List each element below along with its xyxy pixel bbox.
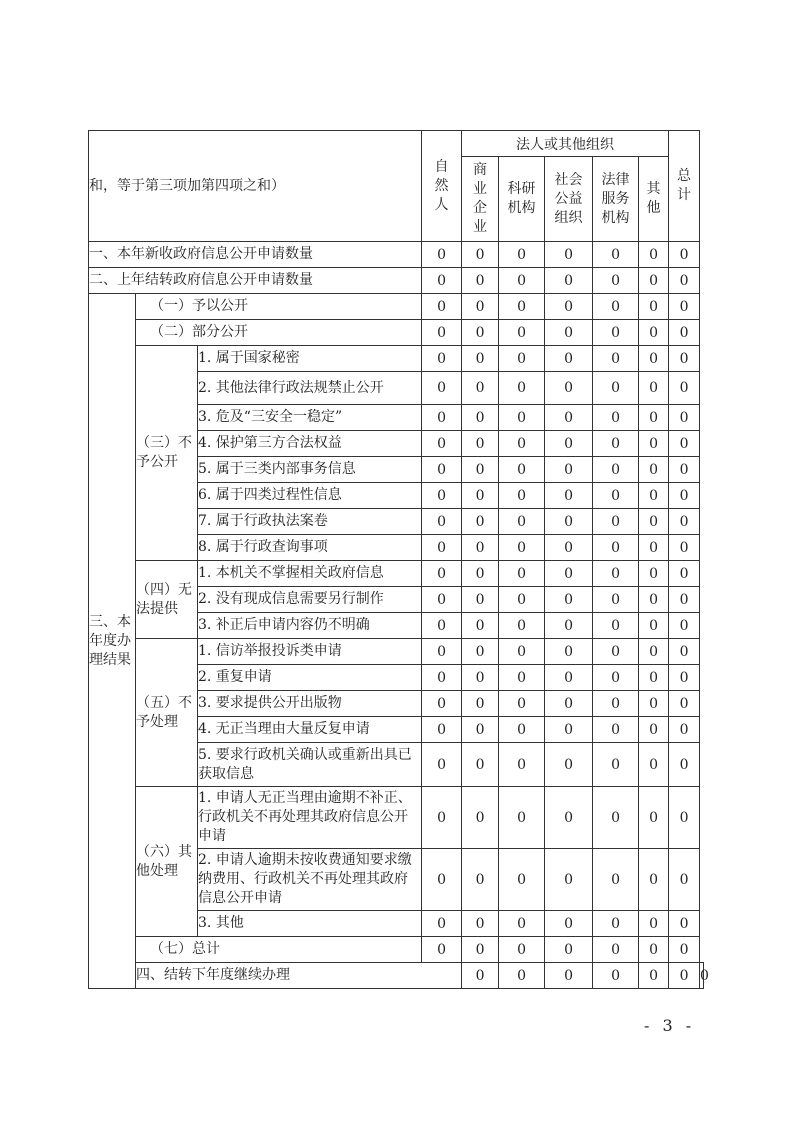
cell-value: 0 xyxy=(499,587,545,613)
cell-value: 0 xyxy=(422,320,462,346)
cell-value: 0 xyxy=(639,849,669,911)
cell-value: 0 xyxy=(422,787,462,849)
cell-value: 0 xyxy=(593,911,639,937)
cell-value: 0 xyxy=(639,483,669,509)
cell-value: 0 xyxy=(462,372,499,405)
cell-value: 0 xyxy=(669,849,700,911)
cell-value: 0 xyxy=(593,535,639,561)
cell-value: 0 xyxy=(639,787,669,849)
row-label: 7. 属于行政执法案卷 xyxy=(198,509,422,535)
cell-value: 0 xyxy=(639,431,669,457)
cell-value: 0 xyxy=(593,963,639,989)
row-label: 3. 要求提供公开出版物 xyxy=(198,691,422,717)
cell-value: 0 xyxy=(639,242,669,268)
row-label: 2. 没有现成信息需要另行制作 xyxy=(198,587,422,613)
cell-value: 0 xyxy=(499,717,545,743)
cell-value: 0 xyxy=(639,743,669,787)
header-legal-service-org: 法律服务机构 xyxy=(593,157,639,242)
government-info-disclosure-table xyxy=(88,130,709,989)
cell-value: 0 xyxy=(593,613,639,639)
cell-value: 0 xyxy=(639,613,669,639)
cell-value: 0 xyxy=(669,787,700,849)
cell-value: 0 xyxy=(462,561,499,587)
row-label: 5. 要求行政机关确认或重新出具已获取信息 xyxy=(198,743,422,787)
group-label-annual-results: 三、本年度办理结果 xyxy=(89,294,136,989)
cell-value: 0 xyxy=(545,613,593,639)
cell-value: 0 xyxy=(422,613,462,639)
cell-value: 0 xyxy=(639,372,669,405)
header-left-cell: 和，等于第三项加第四项之和） xyxy=(89,131,422,242)
cell-value: 0 xyxy=(639,561,669,587)
cell-value: 0 xyxy=(462,717,499,743)
cell-value: 0 xyxy=(545,242,593,268)
table-row xyxy=(89,787,704,849)
cell-value: 0 xyxy=(669,268,700,294)
cell-value: 0 xyxy=(545,743,593,787)
cell-value: 0 xyxy=(669,372,700,405)
header-other: 其他 xyxy=(639,157,669,242)
cell-value: 0 xyxy=(593,639,639,665)
header-public-welfare-org: 社会公益组织 xyxy=(545,157,593,242)
cell-value: 0 xyxy=(499,405,545,431)
cell-value: 0 xyxy=(593,294,639,320)
group-label-unable-to-provide: （四）无法提供 xyxy=(136,561,198,639)
cell-value: 0 xyxy=(545,294,593,320)
cell-value: 0 xyxy=(593,587,639,613)
cell-value: 0 xyxy=(462,457,499,483)
row-label: 2. 其他法律行政法规禁止公开 xyxy=(198,372,422,405)
cell-value: 0 xyxy=(499,849,545,911)
cell-value: 0 xyxy=(499,431,545,457)
cell-value: 0 xyxy=(593,320,639,346)
cell-value: 0 xyxy=(499,937,545,963)
cell-value: 0 xyxy=(593,691,639,717)
cell-value: 0 xyxy=(545,483,593,509)
cell-value: 0 xyxy=(545,911,593,937)
header-total: 总计 xyxy=(669,131,700,242)
row-label: 8. 属于行政查询事项 xyxy=(198,535,422,561)
cell-value: 0 xyxy=(545,346,593,372)
cell-value: 0 xyxy=(462,587,499,613)
cell-value: 0 xyxy=(422,483,462,509)
cell-value: 0 xyxy=(422,743,462,787)
cell-value: 0 xyxy=(639,665,669,691)
cell-value: 0 xyxy=(639,457,669,483)
cell-value: 0 xyxy=(639,587,669,613)
cell-value: 0 xyxy=(669,405,700,431)
cell-value: 0 xyxy=(545,268,593,294)
group-label-not-processed: （五）不予处理 xyxy=(136,639,198,787)
group-label-other-handling: （六）其他处理 xyxy=(136,787,198,937)
header-commercial-enterprise: 商业企业 xyxy=(462,157,499,242)
cell-value: 0 xyxy=(669,561,700,587)
row-label: 一、本年新收政府信息公开申请数量 xyxy=(89,242,422,268)
cell-value: 0 xyxy=(499,242,545,268)
table-row xyxy=(89,346,704,372)
cell-value: 0 xyxy=(422,509,462,535)
cell-value: 0 xyxy=(639,717,669,743)
row-label: （一）予以公开 xyxy=(136,294,422,320)
cell-value: 0 xyxy=(639,320,669,346)
cell-value: 0 xyxy=(499,535,545,561)
cell-value: 0 xyxy=(545,963,593,989)
cell-value: 0 xyxy=(669,613,700,639)
cell-value: 0 xyxy=(593,509,639,535)
cell-value: 0 xyxy=(593,787,639,849)
cell-value: 0 xyxy=(499,691,545,717)
cell-value: 0 xyxy=(462,937,499,963)
table-row xyxy=(89,268,704,294)
cell-value: 0 xyxy=(639,268,669,294)
cell-value: 0 xyxy=(593,268,639,294)
cell-value: 0 xyxy=(669,743,700,787)
cell-value: 0 xyxy=(462,483,499,509)
row-label: 3. 其他 xyxy=(198,911,422,937)
cell-value: 0 xyxy=(462,242,499,268)
header-natural-person: 自然人 xyxy=(422,131,462,242)
cell-value: 0 xyxy=(545,691,593,717)
table-row xyxy=(89,294,704,320)
cell-value: 0 xyxy=(462,691,499,717)
cell-value: 0 xyxy=(669,294,700,320)
cell-value: 0 xyxy=(462,431,499,457)
cell-value: 0 xyxy=(593,743,639,787)
cell-value: 0 xyxy=(462,613,499,639)
cell-value: 0 xyxy=(422,294,462,320)
cell-value: 0 xyxy=(499,483,545,509)
row-label: （七）总计 xyxy=(136,937,422,963)
cell-value: 0 xyxy=(499,787,545,849)
cell-value: 0 xyxy=(545,937,593,963)
cell-value: 0 xyxy=(545,639,593,665)
cell-value: 0 xyxy=(669,483,700,509)
cell-value: 0 xyxy=(639,911,669,937)
cell-value: 0 xyxy=(462,849,499,911)
cell-value: 0 xyxy=(593,457,639,483)
cell-value: 0 xyxy=(462,787,499,849)
row-label: 2. 重复申请 xyxy=(198,665,422,691)
cell-value: 0 xyxy=(499,457,545,483)
cell-value: 0 xyxy=(462,665,499,691)
cell-value: 0 xyxy=(639,963,669,989)
cell-value: 0 xyxy=(499,561,545,587)
cell-value: 0 xyxy=(422,561,462,587)
cell-value: 0 xyxy=(462,268,499,294)
cell-value: 0 xyxy=(499,346,545,372)
cell-value: 0 xyxy=(639,937,669,963)
cell-value: 0 xyxy=(593,242,639,268)
cell-value: 0 xyxy=(422,849,462,911)
cell-value: 0 xyxy=(499,268,545,294)
cell-value: 0 xyxy=(462,911,499,937)
cell-value: 0 xyxy=(462,743,499,787)
row-label: 2. 申请人逾期未按收费通知要求缴纳费用、行政机关不再处理其政府信息公开申请 xyxy=(198,849,422,911)
cell-value: 0 xyxy=(545,665,593,691)
cell-value: 0 xyxy=(422,242,462,268)
cell-value: 0 xyxy=(593,937,639,963)
header-org-group: 法人或其他组织 xyxy=(462,131,669,157)
row-label: 1. 属于国家秘密 xyxy=(198,346,422,372)
cell-value: 0 xyxy=(669,346,700,372)
cell-value: 0 xyxy=(462,405,499,431)
cell-value: 0 xyxy=(545,849,593,911)
row-label: 1. 申请人无正当理由逾期不补正、行政机关不再处理其政府信息公开申请 xyxy=(198,787,422,849)
cell-value: 0 xyxy=(669,691,700,717)
cell-value: 0 xyxy=(499,372,545,405)
cell-value: 0 xyxy=(545,535,593,561)
cell-value: 0 xyxy=(700,963,704,989)
cell-value: 0 xyxy=(545,561,593,587)
cell-value: 0 xyxy=(499,963,545,989)
cell-value: 0 xyxy=(639,405,669,431)
row-label: 6. 属于四类过程性信息 xyxy=(198,483,422,509)
cell-value: 0 xyxy=(593,717,639,743)
row-label: 5. 属于三类内部事务信息 xyxy=(198,457,422,483)
cell-value: 0 xyxy=(669,665,700,691)
cell-value: 0 xyxy=(499,665,545,691)
cell-value: 0 xyxy=(639,509,669,535)
cell-value: 0 xyxy=(669,937,700,963)
cell-value: 0 xyxy=(545,787,593,849)
cell-value: 0 xyxy=(499,294,545,320)
cell-value: 0 xyxy=(545,372,593,405)
cell-value: 0 xyxy=(593,431,639,457)
row-label: 4. 无正当理由大量反复申请 xyxy=(198,717,422,743)
table-row xyxy=(89,561,704,587)
cell-value: 0 xyxy=(462,639,499,665)
cell-value: 0 xyxy=(422,457,462,483)
cell-value: 0 xyxy=(499,911,545,937)
cell-value: 0 xyxy=(462,346,499,372)
cell-value: 0 xyxy=(639,346,669,372)
page-number: - 3 - xyxy=(644,1016,696,1035)
table-row xyxy=(89,963,704,989)
table-row xyxy=(89,937,704,963)
cell-value: 0 xyxy=(422,937,462,963)
cell-value: 0 xyxy=(462,294,499,320)
cell-value: 0 xyxy=(669,911,700,937)
cell-value: 0 xyxy=(593,372,639,405)
cell-value: 0 xyxy=(499,639,545,665)
row-label: 3. 危及“三安全一稳定” xyxy=(198,405,422,431)
cell-value: 0 xyxy=(422,691,462,717)
cell-value: 0 xyxy=(422,639,462,665)
cell-value: 0 xyxy=(669,587,700,613)
cell-value: 0 xyxy=(422,911,462,937)
cell-value: 0 xyxy=(669,431,700,457)
cell-value: 0 xyxy=(545,405,593,431)
cell-value: 0 xyxy=(499,613,545,639)
cell-value: 0 xyxy=(462,509,499,535)
table-row xyxy=(89,320,704,346)
cell-value: 0 xyxy=(669,509,700,535)
cell-value: 0 xyxy=(422,268,462,294)
cell-value: 0 xyxy=(422,665,462,691)
cell-value: 0 xyxy=(593,561,639,587)
cell-value: 0 xyxy=(669,535,700,561)
cell-value: 0 xyxy=(545,320,593,346)
cell-value: 0 xyxy=(422,346,462,372)
cell-value: 0 xyxy=(422,405,462,431)
cell-value: 0 xyxy=(593,665,639,691)
row-label: 1. 信访举报投诉类申请 xyxy=(198,639,422,665)
cell-value: 0 xyxy=(545,431,593,457)
cell-value: 0 xyxy=(669,717,700,743)
cell-value: 0 xyxy=(545,717,593,743)
cell-value: 0 xyxy=(422,587,462,613)
cell-value: 0 xyxy=(593,405,639,431)
table-header-row xyxy=(89,131,704,157)
table-row xyxy=(89,639,704,665)
cell-value: 0 xyxy=(669,242,700,268)
cell-value: 0 xyxy=(669,639,700,665)
cell-value: 0 xyxy=(545,457,593,483)
cell-value: 0 xyxy=(593,346,639,372)
cell-value: 0 xyxy=(499,743,545,787)
cell-value: 0 xyxy=(422,372,462,405)
cell-value: 0 xyxy=(499,320,545,346)
row-label: 4. 保护第三方合法权益 xyxy=(198,431,422,457)
cell-value: 0 xyxy=(639,535,669,561)
cell-value: 0 xyxy=(593,849,639,911)
cell-value: 0 xyxy=(669,457,700,483)
row-label: 二、上年结转政府信息公开申请数量 xyxy=(89,268,422,294)
cell-value: 0 xyxy=(639,639,669,665)
cell-value: 0 xyxy=(422,431,462,457)
row-label: （二）部分公开 xyxy=(136,320,422,346)
cell-value: 0 xyxy=(422,717,462,743)
row-label: 1. 本机关不掌握相关政府信息 xyxy=(198,561,422,587)
cell-value: 0 xyxy=(639,294,669,320)
cell-value: 0 xyxy=(669,963,700,989)
cell-value: 0 xyxy=(593,483,639,509)
header-research-institution: 科研机构 xyxy=(499,157,545,242)
cell-value: 0 xyxy=(462,535,499,561)
row-label: 3. 补正后申请内容仍不明确 xyxy=(198,613,422,639)
group-label-not-disclosed: （三）不予公开 xyxy=(136,346,198,561)
row-label: 四、结转下年度继续办理 xyxy=(136,963,462,989)
cell-value: 0 xyxy=(545,587,593,613)
table-row xyxy=(89,242,704,268)
cell-value: 0 xyxy=(669,320,700,346)
cell-value: 0 xyxy=(499,509,545,535)
cell-value: 0 xyxy=(422,535,462,561)
cell-value: 0 xyxy=(639,691,669,717)
cell-value: 0 xyxy=(462,320,499,346)
cell-value: 0 xyxy=(545,509,593,535)
cell-value: 0 xyxy=(462,963,499,989)
